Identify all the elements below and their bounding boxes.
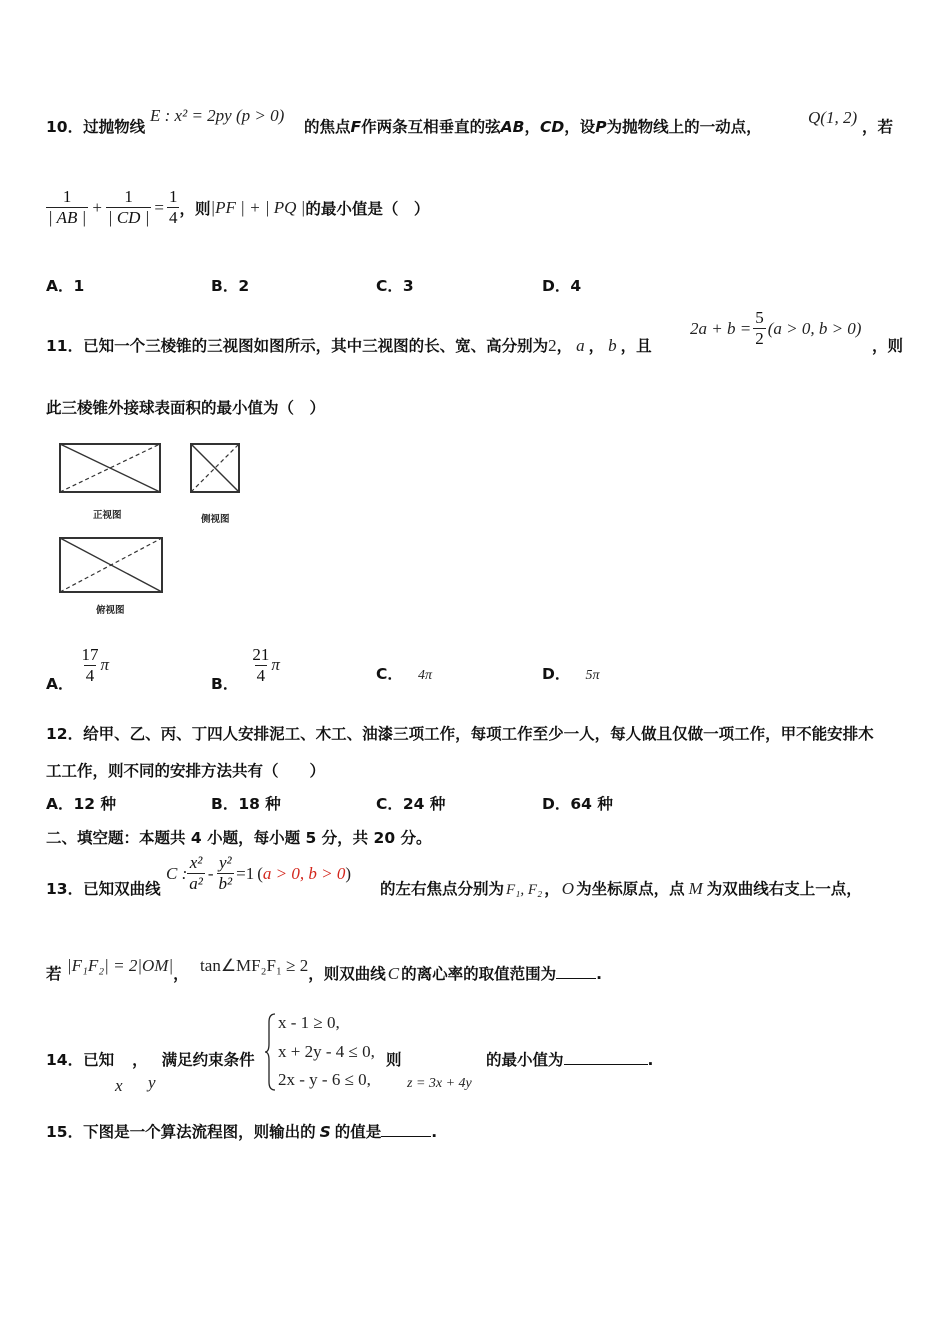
q14-var-x: x xyxy=(115,1076,123,1095)
q11-option-b[interactable]: B． $\frac{21}{4}$ π xyxy=(211,644,280,693)
q11-line2: 此三棱锥外接球表面积的最小值为（ ） xyxy=(46,399,326,417)
q12-option-c[interactable]: C．24 种 xyxy=(376,795,446,813)
q11-side-view xyxy=(189,442,243,494)
q11-top-view xyxy=(58,536,164,594)
q11-side-view-label: 侧视图 xyxy=(201,514,230,525)
q11-condition: 2a + b = $\frac{5}{2}$ (a > 0, b > 0) xyxy=(690,308,862,348)
q10-parabola-equation: E : x² = 2py (p > 0) xyxy=(150,106,285,125)
q13-answer-blank[interactable] xyxy=(556,964,596,979)
q15-line: 15．下图是一个算法流程图，则输出的 S 的值是 . xyxy=(46,1123,438,1141)
q10-line1-cont: 的焦点F作两条互相垂直的弦AB，CD，设P为抛物线上的一动点， xyxy=(304,118,762,136)
q15-answer-blank[interactable] xyxy=(381,1122,431,1137)
q10-ruo: ，若 xyxy=(862,118,894,136)
q11-option-a[interactable]: A． $\frac{17}{4}$ π xyxy=(46,644,110,693)
q10-frac-cd: $\frac{1}{| CD |}$ xyxy=(107,187,150,227)
q14-objective: z = 3x + 4y xyxy=(407,1076,472,1091)
q14-answer-blank[interactable] xyxy=(564,1050,648,1065)
q14-constraint-3: 2x - y - 6 ≤ 0, xyxy=(278,1070,371,1089)
q12-option-b[interactable]: B．18 种 xyxy=(211,795,281,813)
q14-tail: 的最小值为 . xyxy=(486,1051,654,1069)
q10-frac-quarter: $\frac{1}{4}$ xyxy=(168,187,178,227)
q14-constraint-2: x + 2y - 4 ≤ 0, xyxy=(278,1042,375,1061)
q10-option-b[interactable]: B．2 xyxy=(211,277,250,295)
q13-lead: 13．已知双曲线 xyxy=(46,880,161,898)
q14-ze: 则 xyxy=(386,1051,402,1069)
q10-option-d[interactable]: D．4 xyxy=(542,277,582,295)
q10-option-c[interactable]: C．3 xyxy=(376,277,414,295)
q10-line1: 10．过抛物线 xyxy=(46,118,146,136)
q10-point-q: Q(1, 2) xyxy=(808,108,858,127)
q14-var-y: y xyxy=(148,1073,156,1092)
q11-top-view-label: 俯视图 xyxy=(96,605,125,616)
q14-constraint-1: x - 1 ≥ 0, xyxy=(278,1013,340,1032)
q11-option-c[interactable]: C． 4π xyxy=(376,665,432,683)
q11-ze: ，则 xyxy=(872,337,904,355)
q11-line1: 11．已知一个三棱锥的三视图如图所示，其中三视图的长、宽、高分别为2， a ， b ，且 xyxy=(46,336,652,355)
q11-option-d[interactable]: D． 5π xyxy=(542,665,600,683)
q11-front-view-label: 正视图 xyxy=(93,510,122,521)
section-fill-in-heading: 二、填空题：本题共 4 小题，每小题 5 分，共 20 分。 xyxy=(46,829,432,847)
q13-hyperbola-equation: C : $\frac{\text{x²}}{\text{a²}}$ - $\frac{\text{y²}}{\text{b²}}$ =1 ( a > 0, b > 0 ) xyxy=(166,853,352,893)
q12-option-d[interactable]: D．64 种 xyxy=(542,795,613,813)
q12-option-a[interactable]: A．12 种 xyxy=(46,795,116,813)
q14-lead: 14．已知 ， 满足约束条件 xyxy=(46,1051,255,1069)
q10-option-a[interactable]: A．1 xyxy=(46,277,85,295)
q12-line2: 工工作，则不同的安排方法共有（ ） xyxy=(46,762,326,780)
q10-condition: $\frac{1}{| AB |}$ + $\frac{1}{| CD |}$ = $\frac{1}{4}$ ，则 |PF | + | PQ | 的最小值是（ ） xyxy=(48,187,430,227)
q11-front-view xyxy=(58,442,162,494)
q13-line2: 若 |F₁F₂| = 2|OM|， tan∠MF₂F₁ ≥ 2，则双曲线 C 的离心率的取值范围为 . xyxy=(46,956,603,983)
q13-line1-cont: 的左右焦点分别为 F₁, F₂ ， O 为坐标原点，点 M 为双曲线右支上一点， xyxy=(380,879,862,898)
q10-frac-ab: $\frac{1}{| AB |}$ xyxy=(48,187,87,227)
q14-system-brace xyxy=(263,1012,277,1092)
q12-line1: 12．给甲、乙、丙、丁四人安排泥工、木工、油漆三项工作，每项工作至少一人，每人做且仅做一项工作，甲不能安排木 xyxy=(46,725,874,743)
